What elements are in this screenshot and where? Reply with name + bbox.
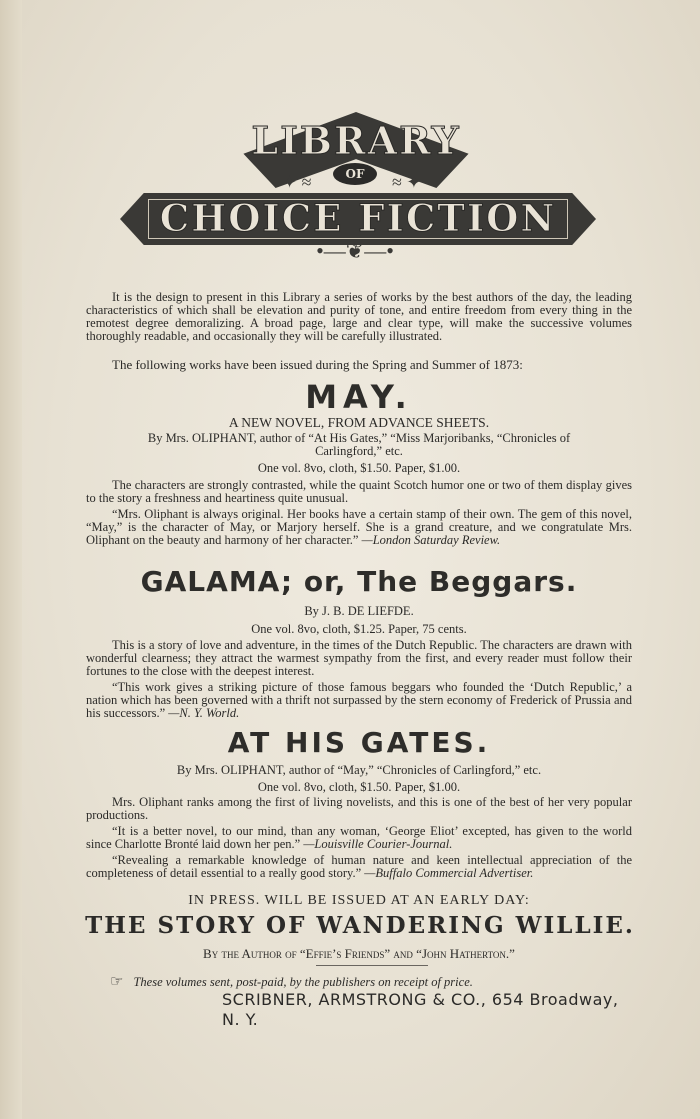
quote-source: —Louisville Courier-Journal. [303,837,453,851]
fleuron-icon: •—❦—• [316,238,394,263]
work-price: One vol. 8vo, cloth, $1.50. Paper, $1.00. [257,780,461,794]
work-title: GALAMA; or, The Beggars. [140,565,578,598]
byline-line: By Mrs. OLIPHANT, author of “At His Gates,” “Miss Marjoribanks, “Chronicles of [147,431,571,445]
work-description: The characters are strongly contrasted, while the quaint Scotch humor one or two of them display gives to the story a freshness and heartiness quite unusual. [86,478,632,505]
issued-line: The following works have been issued during the Spring and Summer of 1873: [112,357,523,372]
quote-text: “Mrs. Oliphant is always original. Her books have a certain stamp of their own. The gem of this novel, “May,” is the character of May, or Marjory herself. She is a grand creature, and we congratulate Mrs. Oliphant on the beauty and harmony of her character.” [86,507,632,547]
shipping-note-text: These volumes sent, post-paid, by the publishers on receipt of price. [133,975,473,989]
masthead-line2: CHOICE FICTION [159,196,557,240]
review-quote [86,825,632,851]
forthcoming-byline: By the Author of “Effie’s Friends” and “John Hatherton.” [203,946,515,961]
review-quote [86,508,632,547]
work-byline [86,432,632,458]
work-byline: By J. B. DE LIEFDE. [304,604,414,618]
masthead-line1: LIBRARY [251,118,461,163]
masthead [0,0,700,290]
work-price: One vol. 8vo, cloth, $1.25. Paper, 75 cents. [251,622,467,636]
intro-paragraph: It is the design to present in this Library a series of works by the best authors of the day, the leading characteristics of which shall be elevation and purity of tone, and entire freedom from every thing in the remotest degree demoralizing. A broad page, large and clear type, will make the successive volumes thoroughly readable, and occasionally they will be carefully illustrated. [86,290,632,343]
work-description: This is a story of love and adventure, in the times of the Dutch Republic. The characters are drawn with wonderful clearness; they attract the warmest sympathy from the first, and every reader must follow their fortunes to the close with the deepest interest. [86,638,632,678]
shipping-note [110,972,650,991]
quote-source: —London Saturday Review. [361,533,501,547]
divider [316,965,428,966]
pointing-hand-icon: ☞ [110,974,124,990]
scroll-ornament-icon: ✦ ≈ [282,172,312,192]
work-price: One vol. 8vo, cloth, $1.50. Paper, $1.00. [257,461,461,475]
masthead-of: OF [333,163,377,185]
review-quote [86,681,632,720]
in-press-heading: IN PRESS. WILL BE ISSUED AT AN EARLY DAY: [188,893,530,908]
quote-text: “This work gives a striking picture of those famous beggars who founded the ‘Dutch Republic,’ a nation which has been governed with a thrift not surpassed by the stern economy of Frederick of Prussia and his successors.” [86,680,632,720]
forthcoming-title: THE STORY OF WANDERING WILLIE. [85,912,635,939]
work-subtitle: A NEW NOVEL, FROM ADVANCE SHEETS. [228,415,490,430]
byline-line: Carlingford,” etc. [315,444,403,458]
work-title: MAY. [305,378,413,416]
work-title: AT HIS GATES. [227,726,491,759]
scroll-ornament-icon: ≈ ✦ [392,172,422,192]
work-byline: By Mrs. OLIPHANT, author of “May,” “Chronicles of Carlingford,” etc. [176,763,542,777]
quote-text: “It is a better novel, to our mind, than any woman, ‘George Eliot’ excepted, has given to the world since Charlotte Bronté laid down her pen.” [86,824,632,851]
quote-source: —N. Y. World. [168,706,240,720]
review-quote [86,854,632,880]
quote-text: “Revealing a remarkable knowledge of human nature and keen intellectual appreciation of the completeness of detail essential to a really good story.” [86,853,632,880]
work-description: Mrs. Oliphant ranks among the first of living novelists, and this is one of the best of her very popular productions. [86,795,632,822]
publisher-imprint [222,990,642,1030]
publisher-name: SCRIBNER, ARMSTRONG & CO., 654 Broadway, N. Y. [222,990,619,1029]
quote-source: —Buffalo Commercial Advertiser. [364,866,534,880]
